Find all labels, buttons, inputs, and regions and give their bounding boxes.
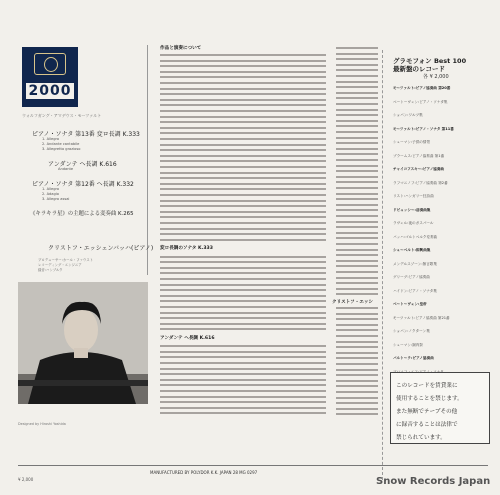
body-text-line bbox=[336, 243, 378, 245]
series-subtitle: 最新盤のレコード bbox=[393, 65, 445, 73]
body-text-line bbox=[336, 363, 378, 365]
body-text-line bbox=[336, 204, 378, 206]
credit-line: プロデューサー:カール・ファウスト bbox=[38, 258, 94, 262]
movement: 3. Allegretto grazioso bbox=[42, 147, 81, 151]
body-text-line bbox=[336, 413, 378, 415]
body-text-line bbox=[160, 390, 326, 392]
catalogue-item: ハイドン:ピアノ・ソナタ集 bbox=[393, 288, 437, 293]
notice-line: また無断でテープその他 bbox=[396, 409, 458, 415]
body-text-line bbox=[160, 71, 326, 73]
body-text-line bbox=[336, 402, 378, 404]
catalogue-item: ラフマニノフ:ピアノ協奏曲 第2番 bbox=[393, 180, 448, 185]
body-text-line bbox=[336, 352, 378, 354]
composer-line: ウォルフガング・アマデウス・モーツァルト bbox=[22, 113, 102, 118]
catalogue-item: ブラームス:ピアノ協奏曲 第1番 bbox=[393, 153, 445, 158]
body-text-line bbox=[160, 407, 326, 409]
catalogue-item: ベートーヴェン:皇帝 bbox=[393, 302, 427, 306]
footer-price: ¥ 2,000 bbox=[18, 477, 34, 482]
section-title: アンダンテ ヘ長調 K.616 bbox=[160, 336, 215, 341]
catalogue-item: シューマン:謝肉祭 bbox=[393, 342, 423, 347]
body-text-line bbox=[160, 76, 326, 78]
footer-divider bbox=[18, 465, 488, 466]
program-title-2: アンダンテ ヘ長調 K.616 bbox=[48, 161, 117, 168]
body-text-line bbox=[160, 233, 326, 235]
body-text-line bbox=[336, 380, 378, 382]
movement: 1. Allegro bbox=[42, 187, 60, 191]
catalogue-item: バルトーク:ピアノ協奏曲 bbox=[393, 356, 434, 360]
body-text-line bbox=[336, 75, 378, 77]
catalogue-item: リスト:ハンガリー狂詩曲 bbox=[393, 194, 434, 198]
body-text-line bbox=[160, 149, 326, 151]
body-text-line bbox=[336, 165, 378, 167]
body-text-line bbox=[160, 345, 326, 347]
body-text-line bbox=[336, 221, 378, 223]
body-text-line bbox=[336, 369, 378, 371]
body-text-line bbox=[160, 172, 326, 174]
body-text-line bbox=[336, 69, 378, 71]
catalogue-item: ラヴェル:夜のガスパール bbox=[393, 221, 434, 225]
body-text-line bbox=[160, 188, 326, 190]
body-text-line bbox=[160, 194, 326, 196]
movement: 1. Allegro bbox=[42, 137, 60, 141]
body-text-line bbox=[160, 261, 326, 263]
body-text-line bbox=[336, 198, 378, 200]
body-text-line bbox=[336, 341, 378, 343]
notice-line: 禁じられています。 bbox=[396, 435, 446, 441]
body-text-line bbox=[336, 92, 378, 94]
body-text-line bbox=[336, 282, 378, 284]
cover-credit: Designed by Hiroshi Yoshida bbox=[18, 422, 66, 426]
body-text-line bbox=[160, 239, 326, 241]
body-text-line bbox=[160, 228, 326, 230]
body-text-line bbox=[160, 368, 326, 370]
body-text-line bbox=[160, 99, 326, 101]
series-price: 各 ¥ 2,000 bbox=[423, 74, 449, 80]
body-text-line bbox=[160, 116, 326, 118]
body-text-line bbox=[336, 254, 378, 256]
catalogue-item: モーツァルト:ピアノ・ソナタ 第11番 bbox=[393, 126, 454, 131]
body-text-line bbox=[160, 300, 326, 302]
body-text-line bbox=[336, 131, 378, 133]
body-text-line bbox=[336, 159, 378, 161]
body-text-line bbox=[160, 412, 326, 414]
body-text-line bbox=[336, 237, 378, 239]
credit-line: 録音:ハンブルク bbox=[38, 268, 63, 272]
movement: 3. Allegro assai bbox=[42, 197, 70, 201]
body-text-line bbox=[160, 267, 326, 269]
body-text-line bbox=[336, 288, 378, 290]
program-title-3: ピアノ・ソナタ 第12番 ヘ長調 K.332 bbox=[32, 181, 134, 188]
logo-number: 2000 bbox=[26, 83, 74, 99]
body-text-line bbox=[336, 125, 378, 127]
bio-column bbox=[332, 45, 376, 415]
body-text-line bbox=[336, 120, 378, 122]
body-text-line bbox=[160, 306, 326, 308]
body-text-line bbox=[336, 193, 378, 195]
body-text-line bbox=[160, 356, 326, 358]
dg-2000-logo bbox=[22, 47, 78, 107]
body-text-line bbox=[336, 346, 378, 348]
body-text-line bbox=[336, 103, 378, 105]
body-text-line bbox=[336, 277, 378, 279]
body-text-line bbox=[336, 114, 378, 116]
credit-line: レコーディング・エンジニア bbox=[38, 263, 82, 267]
catalogue-item: モーツァルト:ピアノ協奏曲 第20番 bbox=[393, 86, 451, 90]
body-text-line bbox=[336, 142, 378, 144]
movement: 2. Andante cantabile bbox=[42, 142, 80, 146]
notice-line: に録音することは法律で bbox=[396, 422, 458, 428]
body-text-line bbox=[336, 170, 378, 172]
catalogue-item: モーツァルト:ピアノ協奏曲 第21番 bbox=[393, 315, 450, 320]
body-text-line bbox=[336, 53, 378, 55]
body-text-line bbox=[160, 93, 326, 95]
catalogue-item: チャイコフスキー:ピアノ協奏曲 bbox=[393, 167, 445, 171]
body-text-line bbox=[160, 121, 326, 123]
body-text-line bbox=[160, 104, 326, 106]
catalogue-item: バッハ:ゴルトベルク変奏曲 bbox=[393, 234, 438, 239]
body-text-line bbox=[160, 200, 326, 202]
body-text-line bbox=[160, 166, 326, 168]
body-text-line bbox=[160, 216, 326, 218]
body-text-line bbox=[160, 317, 326, 319]
manufacturer-line: MANUFACTURED BY POLYDOR K.K. JAPAN 28 MG 0297 bbox=[150, 470, 258, 475]
tulip-crest-icon bbox=[34, 53, 66, 75]
section-title: 変ロ長調のソナタ K.333 bbox=[160, 246, 213, 251]
program-title-1: ピアノ・ソナタ 第13番 変ロ長調 K.333 bbox=[32, 131, 140, 138]
body-text-line bbox=[160, 110, 326, 112]
body-text-line bbox=[336, 265, 378, 267]
body-text-line bbox=[160, 401, 326, 403]
body-text-line bbox=[160, 138, 326, 140]
body-text-line bbox=[160, 65, 326, 67]
body-text-line bbox=[160, 160, 326, 162]
body-text-line bbox=[336, 307, 378, 309]
body-text-line bbox=[336, 137, 378, 139]
body-text-line bbox=[336, 226, 378, 228]
body-text-line bbox=[160, 323, 326, 325]
body-text-line bbox=[336, 313, 378, 315]
body-text-line bbox=[160, 284, 326, 286]
performer: クリストフ・エッシェンバッハ(ピアノ) bbox=[48, 245, 154, 252]
catalogue-item: ベートーヴェン:ピアノ・ソナタ集 bbox=[393, 99, 448, 104]
body-text-line bbox=[336, 374, 378, 376]
body-text-line bbox=[336, 181, 378, 183]
program-title-4: 《キラキラ星》の主題による変奏曲 K.265 bbox=[30, 211, 134, 217]
body-text-line bbox=[160, 205, 326, 207]
movement: 2. Adagio bbox=[42, 192, 59, 196]
body-text-line bbox=[160, 278, 326, 280]
catalogue-item: グリーグ:ピアノ協奏曲 bbox=[393, 275, 430, 279]
catalogue-item: シューマン:子供の情景 bbox=[393, 140, 431, 144]
body-text-line bbox=[336, 58, 378, 60]
body-text-line bbox=[336, 215, 378, 217]
body-text-line bbox=[336, 318, 378, 320]
watermark: Snow Records Japan bbox=[376, 476, 491, 487]
body-text-line bbox=[160, 183, 326, 185]
body-text-line bbox=[336, 335, 378, 337]
body-text-line bbox=[160, 211, 326, 213]
body-text-line bbox=[160, 351, 326, 353]
notice-line: 使用することを禁じます。 bbox=[396, 396, 463, 402]
body-text-line bbox=[336, 260, 378, 262]
body-text-line bbox=[336, 271, 378, 273]
catalogue-item: ドビュッシー:前奏曲集 bbox=[393, 207, 431, 212]
body-text-line bbox=[160, 177, 326, 179]
bio-title: クリストフ・エッシ bbox=[332, 300, 374, 305]
body-text-line bbox=[336, 148, 378, 150]
body-text-line bbox=[160, 289, 326, 291]
catalogue-item: メンデルスゾーン:無言歌集 bbox=[393, 261, 437, 266]
body-text-line bbox=[336, 209, 378, 211]
body-text-line bbox=[336, 64, 378, 66]
body-text-line bbox=[336, 81, 378, 83]
body-text-line bbox=[336, 391, 378, 393]
body-text-line bbox=[336, 176, 378, 178]
body-text-line bbox=[160, 396, 326, 398]
body-text-line bbox=[336, 187, 378, 189]
body-text-line bbox=[160, 328, 326, 330]
body-text-line bbox=[160, 132, 326, 134]
catalogue-item: ショパン:ノクターン集 bbox=[393, 329, 430, 333]
body-text-line bbox=[160, 379, 326, 381]
essay-column bbox=[156, 45, 328, 415]
body-text-line bbox=[160, 256, 326, 258]
body-text-line bbox=[160, 295, 326, 297]
body-text-line bbox=[160, 54, 326, 56]
body-text-line bbox=[160, 127, 326, 129]
catalogue-item: シューベルト:即興曲集 bbox=[393, 248, 431, 252]
body-text-line bbox=[160, 373, 326, 375]
series-brand: グラモフォン Best 100 bbox=[393, 57, 467, 65]
body-text-line bbox=[160, 155, 326, 157]
notice-line: このレコードを賃貸業に bbox=[396, 383, 458, 389]
rental-notice bbox=[390, 372, 490, 444]
body-text-line bbox=[336, 97, 378, 99]
body-text-line bbox=[336, 324, 378, 326]
section-title: 作品と演奏について bbox=[160, 46, 202, 51]
body-text-line bbox=[336, 293, 378, 295]
body-text-line bbox=[336, 385, 378, 387]
body-text-line bbox=[336, 249, 378, 251]
body-text-line bbox=[336, 397, 378, 399]
body-text-line bbox=[160, 384, 326, 386]
body-text-line bbox=[336, 153, 378, 155]
body-text-line bbox=[336, 232, 378, 234]
body-text-line bbox=[160, 362, 326, 364]
movement: Andante bbox=[58, 167, 74, 171]
body-text-line bbox=[336, 329, 378, 331]
body-text-line bbox=[160, 60, 326, 62]
body-text-line bbox=[160, 88, 326, 90]
body-text-line bbox=[160, 272, 326, 274]
catalogue-item: ショパン:ワルツ集 bbox=[393, 113, 423, 117]
body-text-line bbox=[160, 222, 326, 224]
body-text-line bbox=[336, 86, 378, 88]
body-text-line bbox=[336, 357, 378, 359]
body-text-line bbox=[160, 144, 326, 146]
body-text-line bbox=[160, 82, 326, 84]
body-text-line bbox=[160, 312, 326, 314]
body-text-line bbox=[336, 47, 378, 49]
program-column bbox=[18, 45, 154, 275]
body-text-line bbox=[336, 408, 378, 410]
body-text-line bbox=[336, 109, 378, 111]
pianist-portrait bbox=[18, 282, 148, 404]
